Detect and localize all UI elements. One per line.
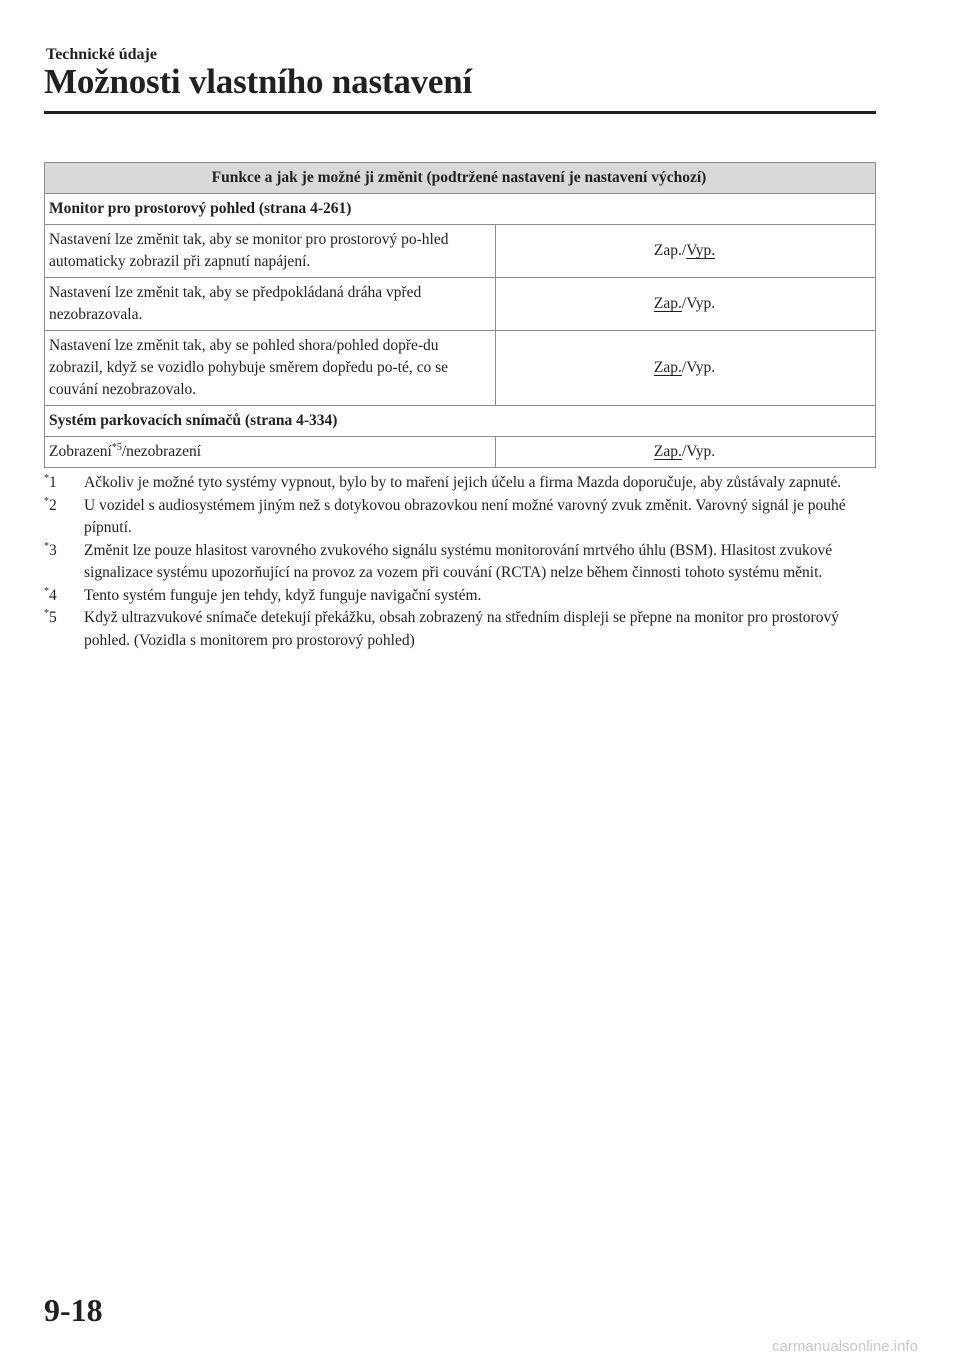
value-off: Vyp. <box>686 359 716 376</box>
setting-value <box>496 225 876 278</box>
section-row-surround-monitor <box>45 194 876 225</box>
desc-part: /nezobrazení <box>121 443 202 460</box>
footnote-text: Když ultrazvukové snímače detekují překážku, obsah zobrazený na středním displeji se přepne na monitor pro prostorový pohled. (Vozidla s monitorem pro prostorový pohled) <box>84 609 839 649</box>
section-row-parking-sensors <box>45 406 876 437</box>
title-divider <box>44 111 876 114</box>
table-row <box>45 331 876 406</box>
section-title: Systém parkovacích snímačů (strana 4-334) <box>45 406 876 437</box>
value-on: Zap. <box>653 242 682 259</box>
page-title: Možnosti vlastního nastavení <box>44 62 473 101</box>
footnotes <box>44 472 876 652</box>
section-title: Monitor pro prostorový pohled (strana 4-261) <box>45 194 876 225</box>
footnote-mark: *5 <box>44 607 57 626</box>
setting-description: Nastavení lze změnit tak, aby se monitor pro prostorový po-hled automaticky zobrazil při zapnutí napájení. <box>45 225 496 278</box>
footnote-ref: *5 <box>111 441 122 453</box>
table-row <box>45 437 876 468</box>
setting-description <box>45 437 496 468</box>
value-on-default: Zap. <box>653 295 682 312</box>
footnote <box>44 607 876 652</box>
value-on-default: Zap. <box>653 443 682 460</box>
footnote <box>44 495 876 540</box>
footnote-mark: *2 <box>44 495 57 514</box>
setting-description: Nastavení lze změnit tak, aby se předpokládaná dráha vpřed nezobrazovala. <box>45 278 496 331</box>
value-on-default: Zap. <box>653 359 682 376</box>
value-off: Vyp. <box>686 443 716 460</box>
value-separator: / <box>681 242 687 259</box>
value-separator: / <box>681 443 687 460</box>
value-off-default: Vyp. <box>686 242 716 259</box>
footnote <box>44 540 876 585</box>
value-separator: / <box>681 359 687 376</box>
footnote-mark: *4 <box>44 585 57 604</box>
settings-table <box>44 162 876 468</box>
setting-value <box>496 437 876 468</box>
value-off: Vyp. <box>686 295 716 312</box>
table-row <box>45 278 876 331</box>
section-label: Technické údaje <box>46 46 157 63</box>
desc-part: Zobrazení <box>49 443 112 460</box>
footnote <box>44 472 876 495</box>
setting-value <box>496 278 876 331</box>
footnote-text: Ačkoliv je možné tyto systémy vypnout, bylo by to maření jejich účelu a firma Mazda doporučuje, aby zůstávaly zapnuté. <box>84 474 842 491</box>
footnote-text: U vozidel s audiosystémem jiným než s dotykovou obrazovkou není možné varovný zvuk změnit. Varovný signál je pouhé pípnutí. <box>84 496 846 536</box>
value-separator: / <box>681 295 687 312</box>
setting-description: Nastavení lze změnit tak, aby se pohled shora/pohled dopře-du zobrazil, když se vozidlo pohybuje směrem dopředu po-té, co se couvání nezobrazovalo. <box>45 331 496 406</box>
footnote-mark: *1 <box>44 472 57 491</box>
table-row <box>45 225 876 278</box>
footnote-text: Změnit lze pouze hlasitost varovného zvukového signálu systému monitorování mrtvého úhlu (BSM). Hlasitost zvukové signalizace systému upozorňující na provoz za vozem při couvání (RCTA) nelze během činnosti tohoto systému měnit. <box>84 541 833 581</box>
watermark: carmanualsonline.info <box>772 1338 918 1355</box>
footnote <box>44 585 876 608</box>
page-number: 9-18 <box>44 1292 103 1328</box>
footnote-mark: *3 <box>44 540 57 559</box>
footnote-text: Tento systém funguje jen tehdy, když funguje navigační systém. <box>84 586 482 604</box>
table-header-row <box>45 163 876 194</box>
setting-value <box>496 331 876 406</box>
table-header: Funkce a jak je možné ji změnit (podtržené nastavení je nastavení výchozí) <box>45 163 876 194</box>
